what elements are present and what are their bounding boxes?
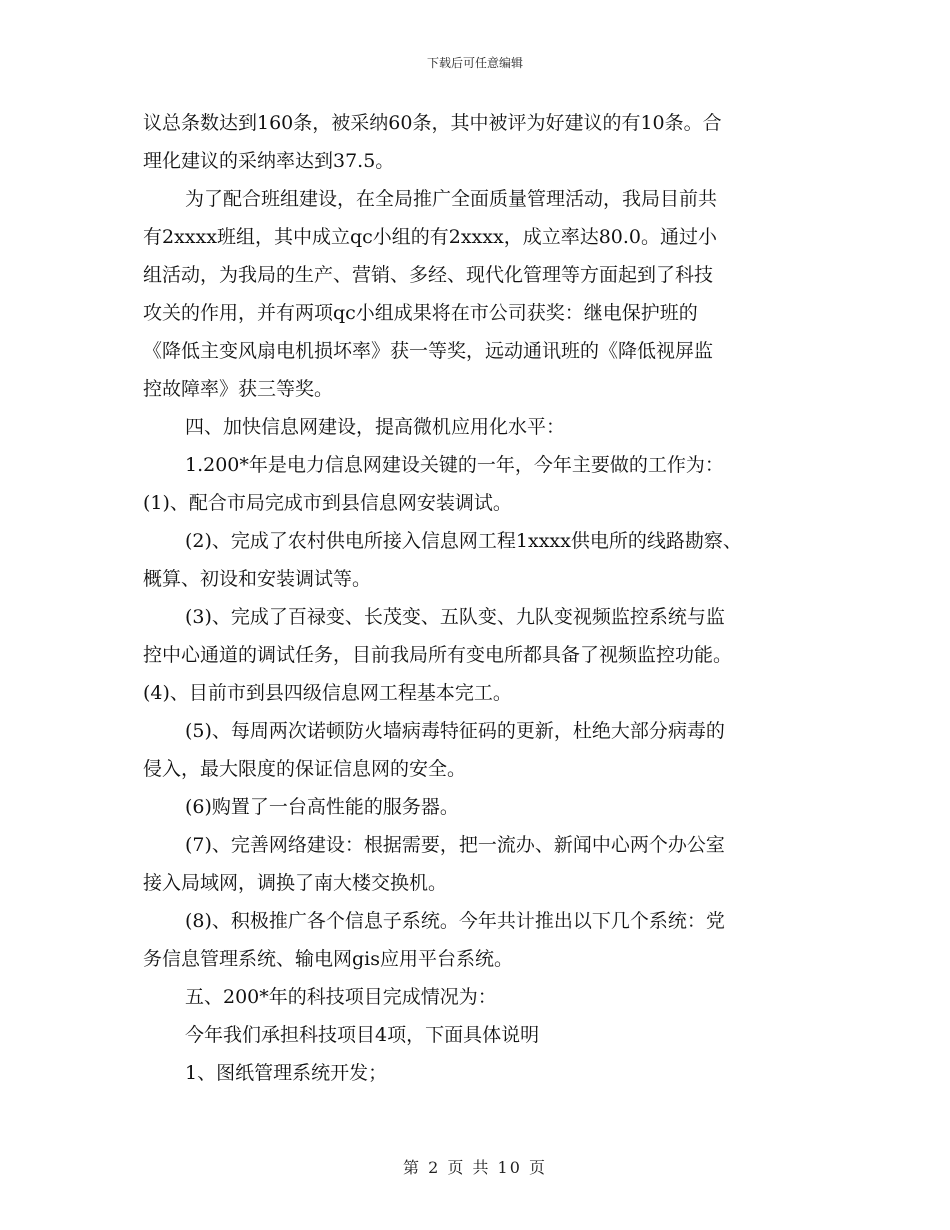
text-line: 务信息管理系统、输电网gis应用平台系统。 bbox=[143, 948, 513, 970]
text-line: 1、图纸管理系统开发； bbox=[185, 1062, 388, 1084]
text-line: (2)、完成了农村供电所接入信息网工程1xxxx供电所的线路勘察、 bbox=[185, 530, 742, 552]
document-body bbox=[143, 110, 823, 1098]
text-line: (7)、完善网络建设：根据需要，把一流办、新闻中心两个办公室 bbox=[185, 834, 725, 856]
text-line: 控故障率》获三等奖。 bbox=[143, 378, 334, 400]
text-line: 四、加快信息网建设，提高微机应用化水平： bbox=[185, 416, 566, 438]
text-line: 攻关的作用，并有两项qc小组成果将在市公司获奖：继电保护班的 bbox=[143, 302, 698, 324]
text-line: (3)、完成了百禄变、长茂变、五队变、九队变视频监控系统与监 bbox=[185, 606, 725, 628]
text-line: 概算、初设和安装调试等。 bbox=[143, 568, 372, 590]
text-line: (6)购置了一台高性能的服务器。 bbox=[185, 796, 459, 818]
text-line: 五、200*年的科技项目完成情况为： bbox=[185, 986, 497, 1008]
text-line: 《降低主变风扇电机损坏率》获一等奖，远动通讯班的《降低视屏监 bbox=[143, 340, 714, 362]
text-line: (1)、配合市局完成市到县信息网安装调试。 bbox=[143, 492, 512, 514]
page-header: 下载后可任意编辑 bbox=[426, 56, 523, 70]
text-line: 接入局域网，调换了南大楼交换机。 bbox=[143, 872, 448, 894]
page-footer: 第 2 页 共 10 页 bbox=[403, 1158, 547, 1177]
text-line: 今年我们承担科技项目4项，下面具体说明 bbox=[185, 1024, 540, 1046]
text-line: 议总条数达到160条，被采纳60条，其中被评为好建议的有10条。合 bbox=[143, 112, 722, 134]
text-line: (4)、目前市到县四级信息网工程基本完工。 bbox=[143, 682, 512, 704]
text-line: (8)、积极推广各个信息子系统。今年共计推出以下几个系统：党 bbox=[185, 910, 725, 932]
text-line: (5)、每周两次诺顿防火墙病毒特征码的更新，杜绝大部分病毒的 bbox=[185, 720, 725, 742]
text-line: 1.200*年是电力信息网建设关键的一年，今年主要做的工作为： bbox=[185, 454, 724, 476]
text-line: 为了配合班组建设，在全局推广全面质量管理活动，我局目前共 bbox=[185, 188, 718, 210]
text-line: 控中心通道的调试任务，目前我局所有变电所都具备了视频监控功能。 bbox=[143, 644, 733, 666]
text-line: 组活动，为我局的生产、营销、多经、现代化管理等方面起到了科技 bbox=[143, 264, 714, 286]
text-line: 侵入，最大限度的保证信息网的安全。 bbox=[143, 758, 467, 780]
text-line: 有2xxxx班组，其中成立qc小组的有2xxxx，成立率达80.0。通过小 bbox=[143, 226, 718, 248]
text-line: 理化建议的采纳率达到37.5。 bbox=[143, 150, 395, 172]
